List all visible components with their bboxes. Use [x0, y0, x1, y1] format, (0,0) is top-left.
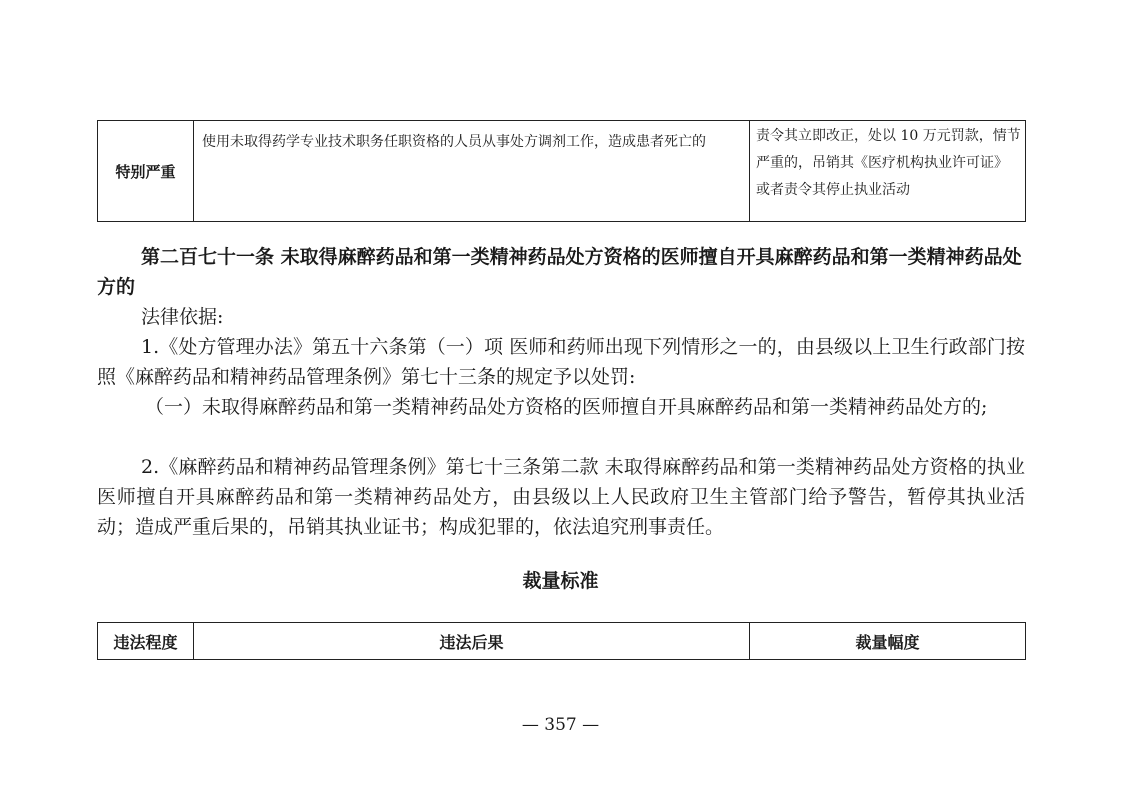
header-violation-level: 违法程度 — [98, 623, 194, 660]
header-violation-consequence: 违法后果 — [194, 623, 750, 660]
table-row — [98, 121, 1026, 222]
violation-level-cell: 特别严重 — [98, 121, 194, 222]
section-heading: 裁量标准 — [522, 570, 599, 592]
violation-consequence-cell: 使用未取得药学专业技术职务任职资格的人员从事处方调剂工作，造成患者死亡的 — [194, 121, 750, 222]
page-number: — 357 — — [521, 715, 600, 735]
legal-basis-paragraph-2: 2.《麻醉药品和精神药品管理条例》第七十三条第二款 未取得麻醉药品和第一类精神药品处方资格的执业医师擅自开具麻醉药品和第一类精神药品处方，由县级以上人民政府卫生主管部门给予警告，暂停其执业活动；造成严重后果的，吊销其执业证书；构成犯罪的，依法追究刑事责任。 — [97, 456, 1025, 538]
penalty-range-cell: 责令其立即改正，处以 10 万元罚款，情节严重的，吊销其《医疗机构执业许可证》或者责令其停止执业活动 — [750, 121, 1026, 222]
header-penalty-range: 裁量幅度 — [750, 623, 1026, 660]
table-header-row — [98, 623, 1026, 660]
legal-basis-label: 法律依据: — [141, 306, 224, 328]
discretion-standard-table — [97, 622, 1026, 660]
legal-basis-paragraph-1: 1.《处方管理办法》第五十六条第（一）项 医师和药师出现下列情形之一的，由县级以上卫生行政部门按照《麻醉药品和精神药品管理条例》第七十三条的规定予以处罚: — [97, 336, 1025, 388]
legal-basis-item-1: （一）未取得麻醉药品和第一类精神药品处方资格的医师擅自开具麻醉药品和第一类精神药品处方的; — [145, 396, 988, 418]
penalty-table-continued — [97, 120, 1026, 222]
article-title: 第二百七十一条 未取得麻醉药品和第一类精神药品处方资格的医师擅自开具麻醉药品和第一类精神药品处方的 — [97, 246, 1022, 298]
